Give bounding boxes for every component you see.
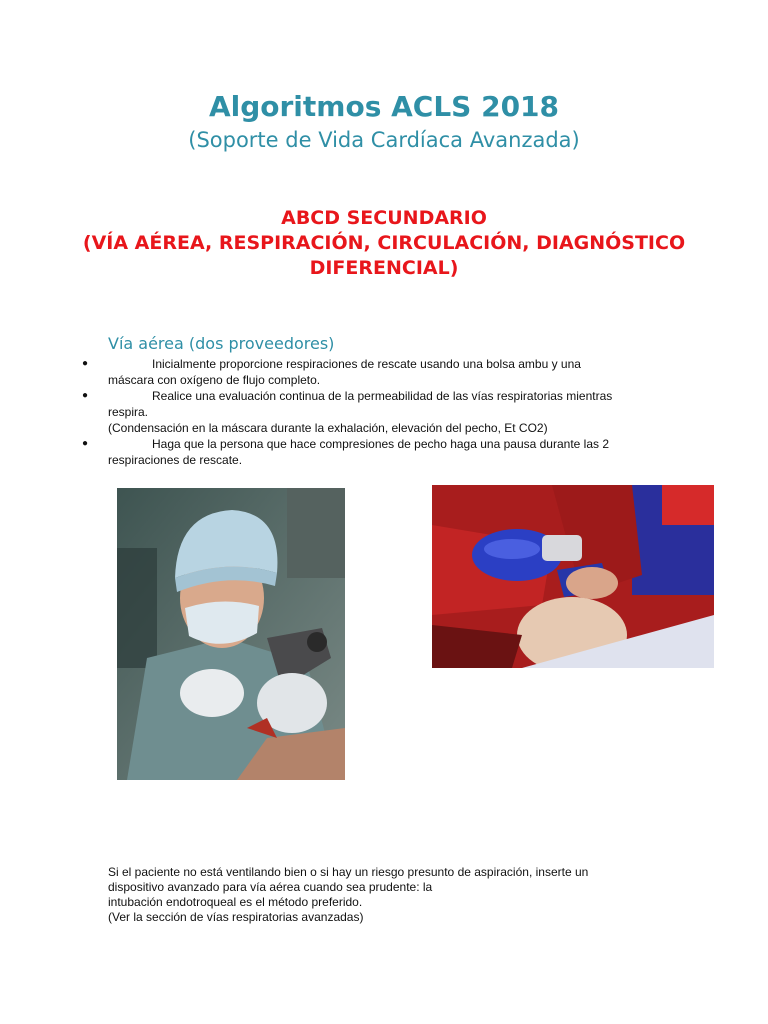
footer-line: intubación endotroqueal es el método preferido. [108, 895, 363, 909]
heading-line: (VÍA AÉREA, RESPIRACIÓN, CIRCULACIÓN, DIAGNÓSTICO [82, 232, 686, 254]
bag-mask-photo [432, 485, 714, 668]
bullet-text: Haga que la persona que hace compresiones de pecho haga una pausa durante las 2 [152, 437, 610, 451]
bullet-text: Realice una evaluación continua de la permeabilidad de las vías respiratorias mientras [152, 389, 613, 403]
footer-line: dispositivo avanzado para vía aérea cuando sea prudente: la [108, 880, 433, 894]
bullet-text: respira. [108, 405, 149, 419]
section-heading [60, 206, 708, 281]
bullet-icon: ● [82, 358, 89, 369]
heading-line: DIFERENCIAL) [309, 257, 459, 279]
bullet-text: respiraciones de rescate. [108, 453, 243, 467]
footer-paragraph [108, 865, 668, 925]
bullet-icon: ● [82, 390, 89, 401]
bullet-list [80, 356, 670, 468]
heading-line: ABCD SECUNDARIO [281, 207, 487, 229]
bullet-text: Inicialmente proporcione respiraciones de rescate usando una bolsa ambu y una [152, 357, 581, 371]
page-title: Algoritmos ACLS 2018 [208, 90, 560, 123]
bullet-icon: ● [82, 438, 89, 449]
list-item [80, 388, 670, 436]
page-subtitle: (Soporte de Vida Cardíaca Avanzada) [188, 128, 580, 152]
subsection-title: Vía aérea (dos proveedores) [108, 334, 335, 353]
bullet-text: (Condensación en la máscara durante la exhalación, elevación del pecho, Et CO2) [108, 421, 548, 435]
footer-line: (Ver la sección de vías respiratorias avanzadas) [108, 910, 364, 924]
list-item [80, 356, 670, 388]
list-item [80, 436, 670, 468]
bullet-text: máscara con oxígeno de flujo completo. [108, 373, 321, 387]
intubation-photo [117, 488, 345, 780]
footer-line: Si el paciente no está ventilando bien o si hay un riesgo presunto de aspiración, inserte un [108, 865, 589, 879]
